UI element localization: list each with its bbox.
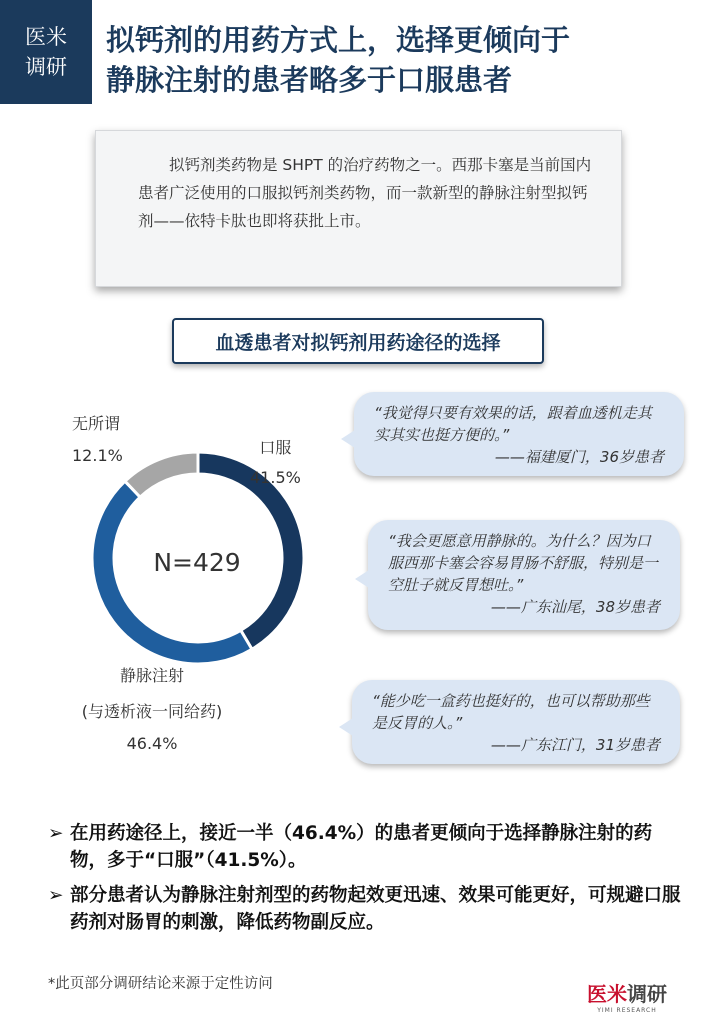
logo (572, 978, 682, 1014)
brand-line-1: 医米 (25, 25, 67, 49)
intro-text: 拟钙剂类药物是 SHPT 的治疗药物之一。西那卡塞是当前国内患者广泛使用的口服拟钙剂类药物，而一款新型的静脉注射型拟钙剂——依特卡肽也即将获批上市。 (138, 156, 592, 230)
brand-line-2: 调研 (25, 55, 67, 79)
page-title-line-1: 拟钙剂的用药方式上，选择更倾向于 (106, 23, 571, 57)
quote-bubble-3 (352, 680, 680, 764)
quote-attribution: ——广东汕尾，38岁患者 (490, 598, 660, 616)
label-jingmai-value: 46.4% (126, 734, 178, 753)
intro-card (95, 130, 622, 287)
bubble-tail (355, 570, 369, 588)
logo-text-red: 医米 (587, 982, 627, 1006)
label-jingmai-note: (与透析液一同给药) (81, 702, 223, 721)
label-wusuowei-value: 12.1% (72, 446, 123, 465)
quote-text: “我觉得只要有效果的话，跟着血透机走其实其实也挺方便的。” (374, 404, 652, 444)
page-title (106, 20, 701, 100)
arrow-bullet-icon: ➢ (48, 823, 64, 844)
label-jingmai-name: 静脉注射 (119, 666, 184, 685)
slice-wusuowei (125, 452, 198, 497)
chart-center-label: N=429 (153, 548, 241, 577)
logo-text-dark: 调研 (627, 982, 667, 1006)
page-title-line-2: 静脉注射的患者略多于口服患者 (106, 63, 513, 97)
key-point-text: 在用药途径上，接近一半（46.4%）的患者更倾向于选择静脉注射的药物，多于“口服”（41.5%）。 (70, 823, 653, 871)
quote-attribution: ——福建厦门，36岁患者 (494, 448, 664, 466)
label-koufu-name: 口服 (259, 438, 292, 457)
bubble-tail (339, 718, 353, 736)
quote-text: “能少吃一盒药也挺好的，也可以帮助那些是反胃的人。” (372, 692, 650, 732)
brand-box (0, 0, 92, 104)
quote-attribution: ——广东江门，31岁患者 (490, 736, 660, 754)
chart-title: 血透患者对拟钙剂用药途径的选择 (172, 318, 544, 364)
label-jingmai (62, 664, 242, 756)
logo-subtitle: YIMI RESEARCH (597, 1007, 657, 1014)
label-koufu-value: 41.5% (250, 468, 301, 487)
label-wusuowei-name: 无所谓 (72, 414, 121, 433)
key-point (48, 882, 688, 936)
quote-bubble-1 (354, 392, 684, 476)
key-points (48, 820, 688, 944)
label-wusuowei (72, 412, 123, 468)
footnote: *此页部分调研结论来源于定性访问 (48, 976, 273, 992)
arrow-bullet-icon: ➢ (48, 885, 64, 906)
quote-text: “我会更愿意用静脉的。为什么？因为口服西那卡塞会容易胃肠不舒服，特别是一空肚子就反胃想吐。” (388, 532, 659, 594)
key-point (48, 820, 688, 874)
bubble-tail (341, 430, 355, 448)
key-point-text: 部分患者认为静脉注射剂型的药物起效更迅速、效果可能更好，可规避口服药剂对肠胃的刺激，降低药物副反应。 (70, 885, 681, 933)
label-koufu (250, 436, 301, 490)
quote-bubble-2 (368, 520, 680, 630)
